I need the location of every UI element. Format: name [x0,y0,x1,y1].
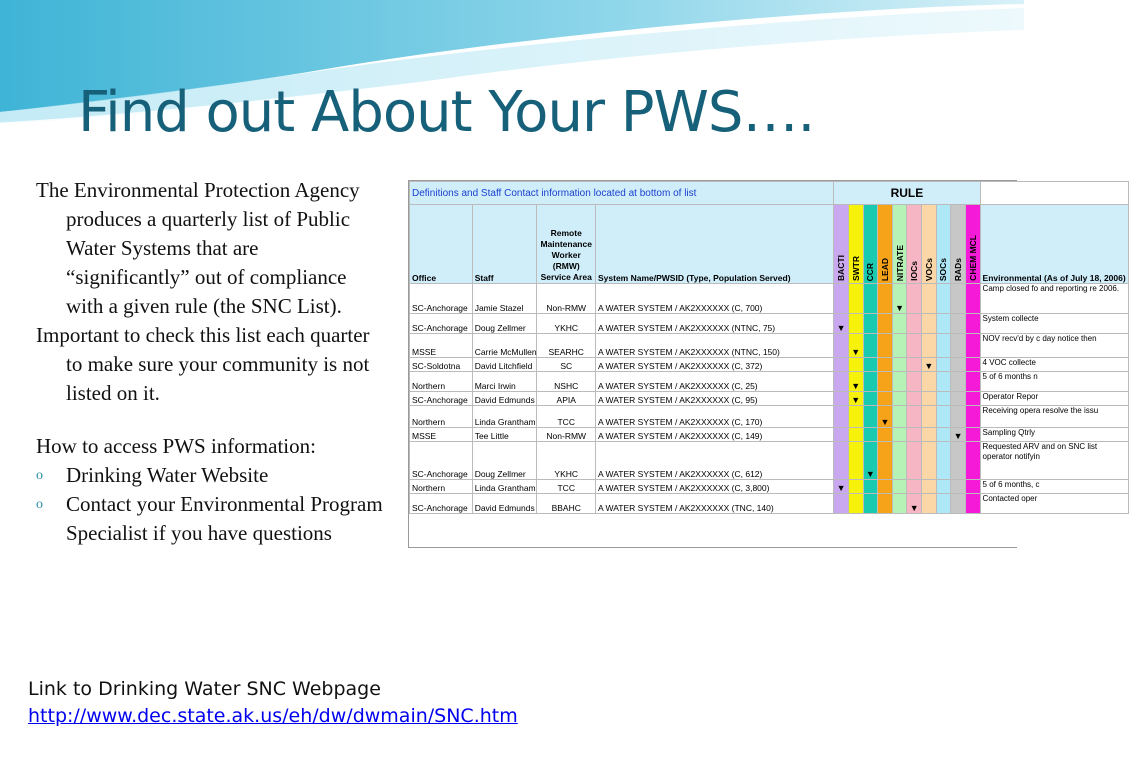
bullet-access-heading: How to access PWS information: [36,434,316,458]
rule-cell [892,480,907,494]
rule-cell [965,284,980,314]
rule-cell [863,406,878,428]
cell-environmental: Camp closed fo and reporting re 2006. [980,284,1128,314]
rule-cell [951,392,966,406]
table-row [410,428,1129,442]
rule-cell [936,372,951,392]
rule-cell [965,442,980,480]
violation-marker-icon: ▼ [892,284,907,314]
table-row [410,314,1129,334]
slide-title: Find out About Your PWS…. [78,80,815,145]
rule-cell [834,406,849,428]
violation-marker-icon: ▼ [863,442,878,480]
rule-cell [878,442,893,480]
cell-rmw: YKHC [537,314,596,334]
rule-cell [951,314,966,334]
rule-cell [907,480,922,494]
cell-rmw: Non-RMW [537,428,596,442]
cell-office: SC-Soldotna [410,358,473,372]
cell-environmental: 4 VOC collecte [980,358,1128,372]
rule-cell [848,442,863,480]
rule-cell [848,358,863,372]
col-rule-iocs: IOCs [907,205,922,284]
bullet-epa-snc-list: The Environmental Protection Agency produces a quarterly list of Public Water Systems that are “significantly” out of compliance with a given rule (the SNC List). [36,178,360,318]
cell-environmental: Receiving opera resolve the issu [980,406,1128,428]
rule-cell [922,442,937,480]
rule-cell [863,392,878,406]
rule-cell [922,392,937,406]
cell-environmental: Operator Repor [980,392,1128,406]
rule-cell [848,494,863,514]
rule-cell [907,428,922,442]
rule-cell [922,334,937,358]
rule-cell [863,358,878,372]
col-rule-ccr: CCR [863,205,878,284]
col-rule-nitrate: NITRATE [892,205,907,284]
cell-staff: Linda Grantham [472,406,537,428]
cell-system: A WATER SYSTEM / AK2XXXXXX (C, 25) [595,372,833,392]
rule-cell [936,442,951,480]
rule-cell [834,284,849,314]
sub-bullet-contact [36,490,386,548]
col-rmw: Remote Maintenance Worker (RMW) Service Area [537,205,596,284]
col-system: System Name/PWSID (Type, Population Served) [595,205,833,284]
cell-staff: Tee Little [472,428,537,442]
bullet-list [36,176,386,548]
rule-cell [922,284,937,314]
rule-cell [834,494,849,514]
table-row [410,442,1129,480]
col-rule-lead: LEAD [878,205,893,284]
rule-cell [907,284,922,314]
rule-cell [965,494,980,514]
sub-bullet-contact-text: Contact your Environmental Program Specialist if you have questions [66,492,383,545]
cell-office: Northern [410,372,473,392]
rule-cell [892,314,907,334]
rule-cell [878,372,893,392]
rule-cell [863,334,878,358]
violation-marker-icon: ▼ [848,372,863,392]
cell-environmental: 5 of 6 months n [980,372,1128,392]
table-row [410,358,1129,372]
circle-bullet-icon: o [36,497,43,512]
cell-environmental: 5 of 6 months, c [980,480,1128,494]
rule-cell [922,494,937,514]
sub-bullet-website-text: Drinking Water Website [66,463,269,487]
rule-group-header: RULE [834,182,980,205]
cell-system: A WATER SYSTEM / AK2XXXXXX (C, 700) [595,284,833,314]
cell-staff: Doug Zellmer [472,442,537,480]
table-top-note: Definitions and Staff Contact information located at bottom of list [410,182,834,205]
cell-rmw: YKHC [537,442,596,480]
rule-cell [965,406,980,428]
cell-office: SC-Anchorage [410,284,473,314]
rule-cell [951,480,966,494]
cell-rmw: Non-RMW [537,284,596,314]
rule-cell [951,372,966,392]
cell-rmw: APIA [537,392,596,406]
rule-cell [863,480,878,494]
rule-cell [936,334,951,358]
violation-marker-icon: ▼ [834,480,849,494]
rule-cell [936,494,951,514]
cell-system: A WATER SYSTEM / AK2XXXXXX (C, 372) [595,358,833,372]
rule-cell [863,372,878,392]
rule-cell [951,494,966,514]
cell-office: Northern [410,480,473,494]
rule-cell [965,428,980,442]
rule-cell [965,480,980,494]
rule-cell [892,442,907,480]
cell-staff: David Edmunds [472,392,537,406]
rule-cell [863,314,878,334]
col-office: Office [410,205,473,284]
rule-cell [936,406,951,428]
rule-cell [834,428,849,442]
rule-cell [907,372,922,392]
rule-cell [878,428,893,442]
col-staff: Staff [472,205,537,284]
snc-webpage-link[interactable]: http://www.dec.state.ak.us/eh/dw/dwmain/SNC.htm [28,705,518,727]
col-rule-vocs: VOCs [922,205,937,284]
rule-cell [892,334,907,358]
rule-cell [922,428,937,442]
rule-cell [922,372,937,392]
cell-environmental: Contacted oper [980,494,1128,514]
rule-cell [907,314,922,334]
rule-cell [936,284,951,314]
rule-cell [965,372,980,392]
cell-staff: Doug Zellmer [472,314,537,334]
rule-cell [892,494,907,514]
col-rule-socs: SOCs [936,205,951,284]
rule-cell [863,284,878,314]
rule-cell [863,428,878,442]
footer-link-block [28,676,518,730]
rule-cell [951,284,966,314]
rule-cell [907,358,922,372]
rule-cell [848,428,863,442]
rule-cell [965,392,980,406]
rule-cell [878,314,893,334]
cell-system: A WATER SYSTEM / AK2XXXXXX (NTNC, 75) [595,314,833,334]
violation-marker-icon: ▼ [951,428,966,442]
cell-office: SC-Anchorage [410,392,473,406]
rule-cell [878,480,893,494]
cell-rmw: TCC [537,480,596,494]
cell-system: A WATER SYSTEM / AK2XXXXXX (C, 95) [595,392,833,406]
cell-rmw: TCC [537,406,596,428]
rule-cell [834,358,849,372]
rule-cell [951,334,966,358]
rule-cell [892,392,907,406]
violation-marker-icon: ▼ [922,358,937,372]
cell-staff: Jamie Stazel [472,284,537,314]
table-row [410,284,1129,314]
cell-office: SC-Anchorage [410,494,473,514]
rule-cell [936,358,951,372]
rule-cell [892,428,907,442]
rule-cell [834,372,849,392]
cell-office: Northern [410,406,473,428]
rule-cell [878,334,893,358]
rule-cell [951,406,966,428]
rule-cell [848,406,863,428]
rule-cell [892,406,907,428]
rule-cell [951,358,966,372]
cell-office: MSSE [410,428,473,442]
cell-staff: David Litchfield [472,358,537,372]
col-environmental: Environmental (As of July 18, 2006) [980,205,1128,284]
rule-cell [922,480,937,494]
cell-staff: David Edmunds [472,494,537,514]
rule-cell [936,392,951,406]
table-row [410,392,1129,406]
table-row [410,480,1129,494]
rule-cell [922,314,937,334]
cell-system: A WATER SYSTEM / AK2XXXXXX (NTNC, 150) [595,334,833,358]
rule-cell [907,392,922,406]
col-rule-swtr: SWTR [848,205,863,284]
rule-cell [951,442,966,480]
rule-cell [848,480,863,494]
cell-system: A WATER SYSTEM / AK2XXXXXX (C, 149) [595,428,833,442]
cell-rmw: NSHC [537,372,596,392]
cell-environmental: Requested ARV and on SNC list operator notifyin [980,442,1128,480]
cell-office: SC-Anchorage [410,314,473,334]
cell-office: SC-Anchorage [410,442,473,480]
cell-environmental: System collecte [980,314,1128,334]
rule-cell [922,406,937,428]
rule-cell [878,494,893,514]
cell-system: A WATER SYSTEM / AK2XXXXXX (C, 612) [595,442,833,480]
rule-cell [936,314,951,334]
rule-cell [863,494,878,514]
rule-cell [834,334,849,358]
cell-environmental: Sampling Qtrly [980,428,1128,442]
cell-office: MSSE [410,334,473,358]
rule-cell [878,358,893,372]
cell-staff: Carrie McMullen [472,334,537,358]
rule-cell [907,406,922,428]
circle-bullet-icon: o [36,468,43,483]
bullet-check-list: Important to check this list each quarter to make sure your community is not listed on it. [36,323,370,405]
rule-cell [834,442,849,480]
rule-cell [965,334,980,358]
rule-cell [907,442,922,480]
cell-rmw: BBAHC [537,494,596,514]
violation-marker-icon: ▼ [878,406,893,428]
violation-marker-icon: ▼ [834,314,849,334]
table-row [410,334,1129,358]
rule-cell [892,372,907,392]
table-row [410,406,1129,428]
table-row [410,372,1129,392]
violation-marker-icon: ▼ [848,392,863,406]
rule-cell [878,392,893,406]
rule-cell [936,480,951,494]
rule-cell [892,358,907,372]
rule-cell [848,284,863,314]
col-rule-chem-mcl: CHEM MCL [965,205,980,284]
rule-cell [907,334,922,358]
cell-environmental: NOV recv'd by c day notice then [980,334,1128,358]
cell-system: A WATER SYSTEM / AK2XXXXXX (TNC, 140) [595,494,833,514]
col-rule-rads: RADs [951,205,966,284]
cell-system: A WATER SYSTEM / AK2XXXXXX (C, 170) [595,406,833,428]
rule-cell [965,358,980,372]
cell-staff: Linda Grantham [472,480,537,494]
rule-cell [834,392,849,406]
rule-cell [936,428,951,442]
violation-marker-icon: ▼ [907,494,922,514]
rule-cell [848,314,863,334]
footer-label: Link to Drinking Water SNC Webpage [28,678,381,700]
snc-table [409,181,1129,514]
col-rule-bacti: BACTI [834,205,849,284]
sub-bullet-website [36,461,386,490]
cell-rmw: SEARHC [537,334,596,358]
table-row [410,494,1129,514]
cell-system: A WATER SYSTEM / AK2XXXXXX (C, 3,800) [595,480,833,494]
cell-staff: Marci Irwin [472,372,537,392]
rule-cell [965,314,980,334]
rule-cell [878,284,893,314]
snc-table-image [408,180,1126,548]
violation-marker-icon: ▼ [848,334,863,358]
cell-rmw: SC [537,358,596,372]
